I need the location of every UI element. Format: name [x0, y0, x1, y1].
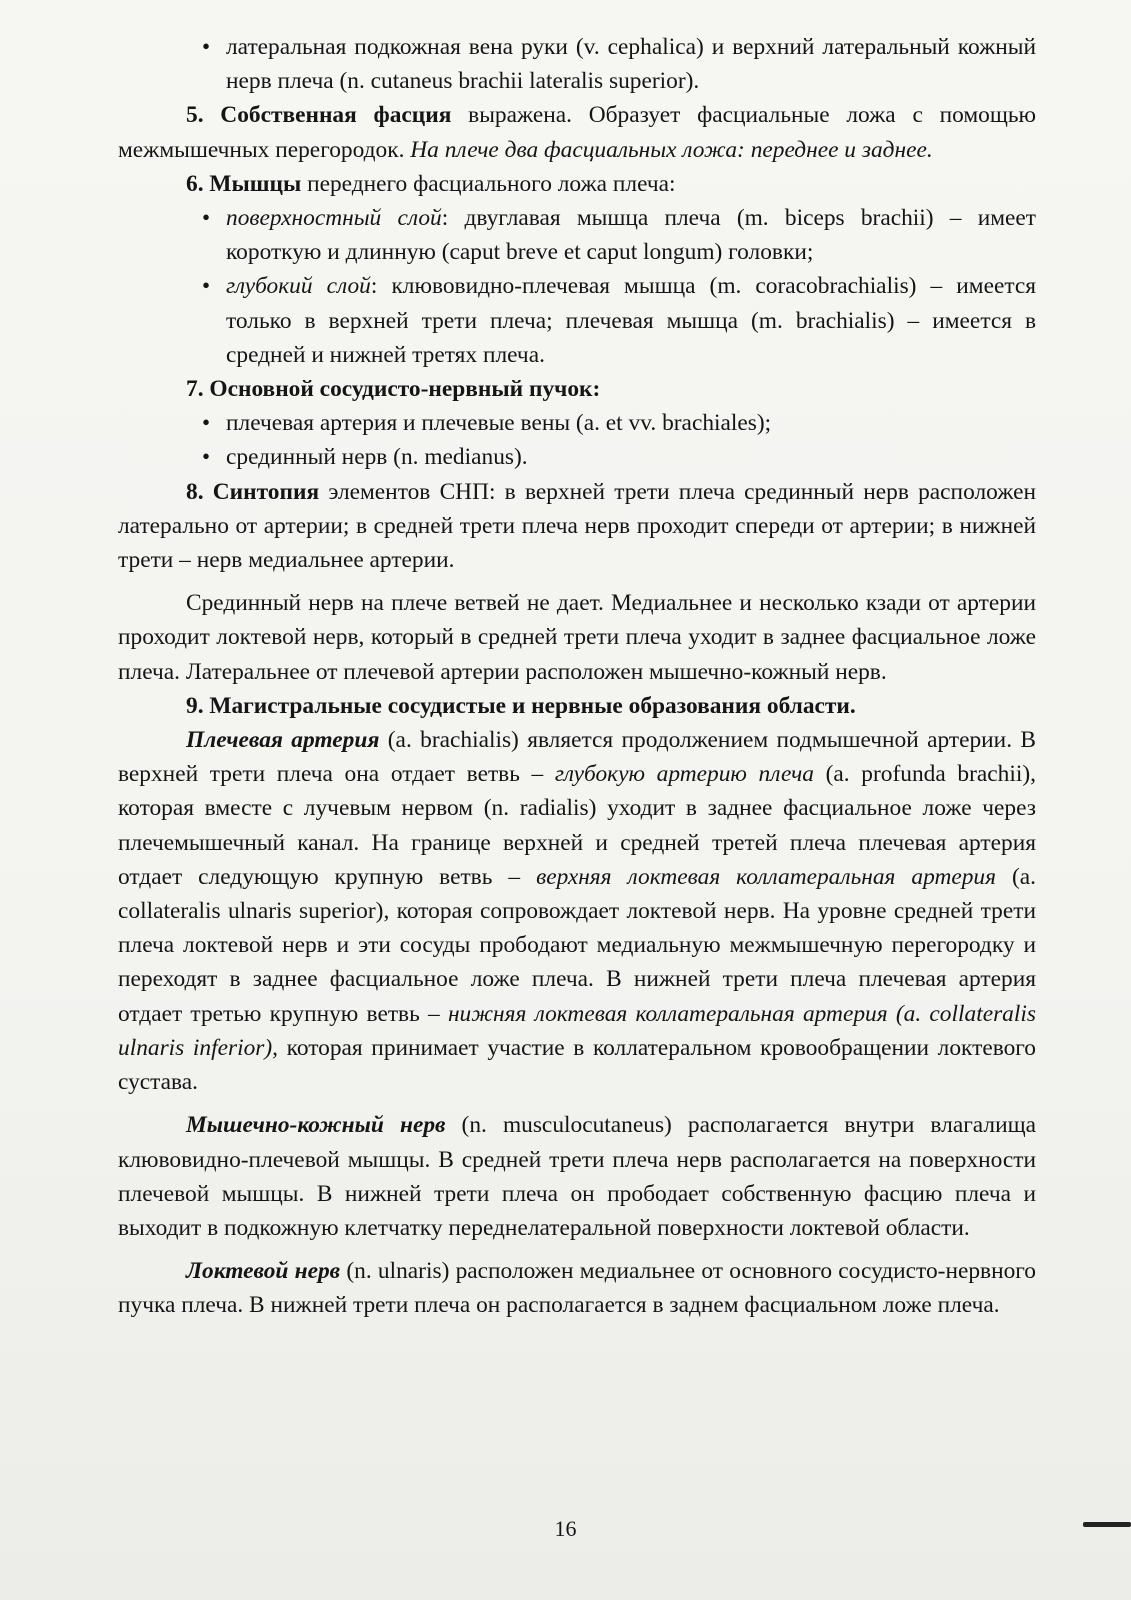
page-edge-mark	[1083, 1522, 1131, 1527]
list-item-superficial-layer	[118, 201, 1036, 269]
page-number: 16	[554, 1516, 577, 1541]
section-7-paragraph	[118, 372, 1036, 406]
ulnar-nerve-paragraph	[118, 1254, 1036, 1322]
musculocutaneous-term: Мышечно-кожный нерв	[186, 1112, 446, 1139]
section-8-text: элементов СНП: в верхней трети плеча срединный нерв расположен латерально от артерии; в средней трети плеча нерв проходит спереди от артерии; в нижней трети – нерв медиальнее артерии.	[118, 478, 1036, 574]
median-nerve-paragraph	[118, 586, 1036, 689]
list-item-brachial-artery	[118, 406, 1036, 440]
inferior-collateral-term: нижняя локтевая коллатеральная артерия (a. collateralis ulnaris inferior),	[118, 1000, 1036, 1061]
section-9-heading: 9. Магистральные сосудистые и нервные образования области.	[186, 692, 856, 719]
deep-artery-term: глубокую артерию плеча	[554, 761, 814, 788]
bullet-text: плечевая артерия и плечевые вены (a. et vv. brachiales);	[226, 410, 772, 437]
section-8-paragraph	[118, 475, 1036, 578]
brachial-artery-text-1: (a. brachialis) является продолжением подмышечной артерии. В верхней трети плеча она отдает ветвь –	[118, 727, 1036, 788]
section-8-heading: 8. Синтопия	[186, 478, 320, 505]
superficial-layer-label: поверхностный слой	[226, 205, 442, 232]
section-5-heading: 5. Собственная фасция	[186, 102, 452, 129]
section-9-paragraph	[118, 689, 1036, 723]
section-6-paragraph	[118, 167, 1036, 201]
section-6-text: переднего фасциального ложа плеча:	[301, 170, 676, 197]
brachial-artery-text-2: (a. profunda brachii), которая вместе с лучевым нервом (n. radialis) уходит в заднее фасциальное ложе через плечемышечный канал. На границе верхней и средней третей плеча плечевая артерия отдает следующую крупную ветвь –	[118, 761, 1036, 890]
bullet-text: срединный нерв (n. medianus).	[226, 444, 528, 471]
brachial-artery-term: Плечевая артерия	[186, 727, 380, 754]
list-item-cephalic-vein	[118, 30, 1036, 98]
page-body	[118, 30, 1036, 1323]
bullet-text-cont: кожный нерв плеча (n. cutaneus brachii lateralis superior).	[226, 34, 1036, 95]
median-nerve-text: Срединный нерв на плече ветвей не дает. Медиальнее и несколько кзади от артерии проходит локтевой нерв, который в средней трети плеча уходит в заднее фасциальное ложе плеча. Латеральнее от плечевой артерии расположен мышечно-кожный нерв.	[118, 590, 1036, 685]
musculocutaneous-paragraph	[118, 1108, 1036, 1245]
deep-layer-label: глубокий слой	[226, 273, 371, 300]
bullet-text: латеральная подкожная вена руки (v. cephalica) и верхний латеральный	[226, 34, 950, 60]
brachial-artery-text-4: которая принимает участие в коллатеральном кровообращении локтевого сустава.	[118, 1034, 1036, 1096]
superior-collateral-term: верхняя локтевая коллатеральная артерия	[536, 863, 996, 890]
section-7-heading: 7. Основной сосудисто-нервный пучок:	[186, 376, 601, 403]
section-5-text: выражена. Образует фасциальные ложа с помощью межмышечных перегородок.	[118, 102, 1036, 163]
list-item-deep-layer	[118, 269, 1036, 372]
ulnar-nerve-text: (n. ulnaris) расположен медиальнее от основного сосудисто-нервного пучка плеча. В нижней трети плеча он располагается в заднем фасциальном ложе плеча.	[118, 1258, 1037, 1319]
musculocutaneous-text: (n. musculocutaneus) располагается внутри влагалища клювовидно-плечевой мышцы. В средней трети плеча нерв располагается на поверхности плечевой мышцы. В нижней трети плеча он прободает собственную фасцию плеча и выходит в подкожную клетчатку переднелатеральной поверхности локтевой области.	[118, 1112, 1036, 1241]
list-item-median-nerve	[118, 440, 1036, 474]
section-5-paragraph	[118, 98, 1036, 166]
section-6-heading: 6. Мышцы	[186, 170, 302, 197]
brachial-artery-paragraph	[118, 723, 1036, 1099]
deep-layer-text: : клювовидно-плечевая мышца (m. coracobrachialis) – имеется только в верхней трети плеча; плечевая мышца (m. brachialis) – имеется в средней и нижней третях плеча.	[226, 273, 1036, 368]
superficial-layer-text: : двуглавая мышца плеча (m. biceps brachii) – имеет короткую и длинную (caput breve et caput longum) головки;	[226, 205, 1037, 266]
section-5-italic: На плече два фасциальных ложа: переднее и заднее.	[410, 136, 933, 163]
brachial-artery-text-3: (a. collateralis ulnaris superior), которая сопровождает локтевой нерв. На уровне средней трети плеча локтевой нерв и эти сосуды прободают медиальную межмышечную перегородку и переходят в заднее фасциальное ложе плеча. В нижней трети плеча плечевая артерия отдает третью крупную ветвь –	[118, 863, 1037, 1027]
ulnar-nerve-term: Локтевой нерв	[186, 1258, 341, 1285]
